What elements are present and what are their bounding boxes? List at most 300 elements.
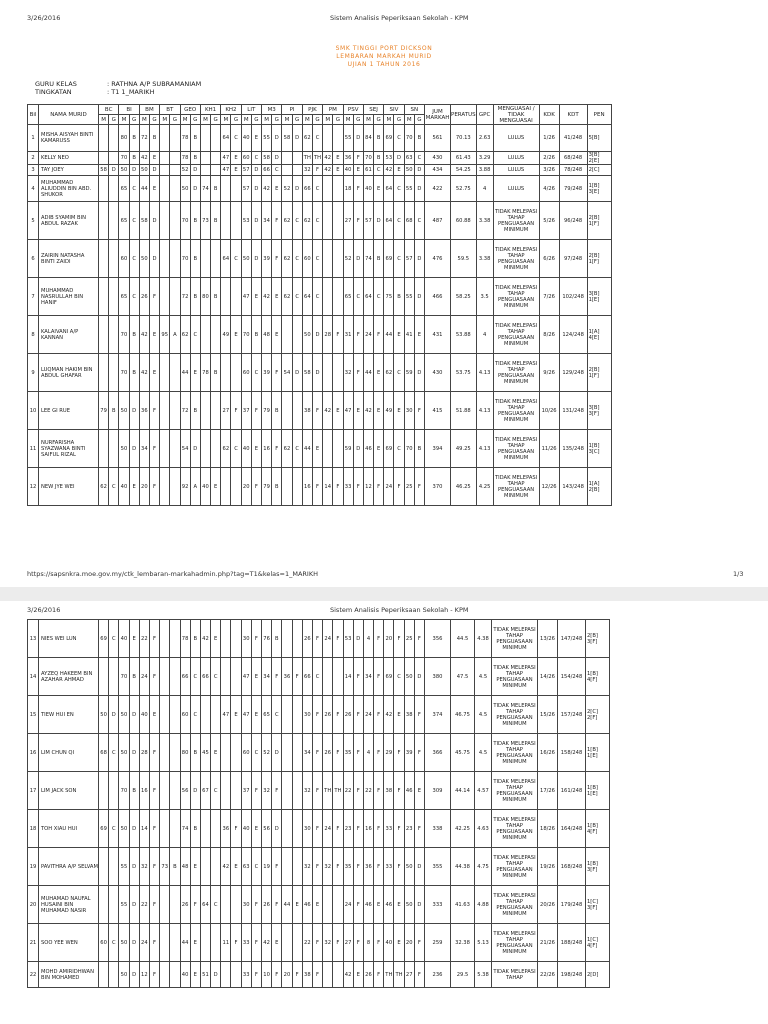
gpc-value: 4.5 [475, 696, 492, 734]
subject-mark: 32 [302, 165, 312, 176]
subject-mark: 80 [119, 125, 129, 152]
student-row [28, 316, 612, 354]
col-header-grade: G [190, 115, 200, 125]
subject-mark: 22 [302, 924, 312, 962]
student-row [28, 354, 612, 392]
subject-mark: 42 [200, 620, 210, 658]
subject-grade: D [414, 240, 424, 278]
subject-grade: C [231, 430, 241, 468]
school-name: SMK TINGGI PORT DICKSON [335, 45, 433, 52]
subject-mark [282, 152, 292, 165]
subject-mark: 50 [119, 734, 129, 772]
subject-mark [282, 392, 292, 430]
student-row [28, 810, 610, 848]
subject-grade: C [129, 176, 139, 202]
student-bil: 1 [28, 125, 39, 152]
subject-mark: 14 [139, 810, 149, 848]
student-bil: 21 [28, 924, 39, 962]
subject-grade [109, 240, 119, 278]
subject-grade: D [414, 278, 424, 316]
subject-mark: 20 [139, 468, 149, 506]
subject-mark [221, 772, 231, 810]
subject-grade [292, 392, 302, 430]
subject-mark: 58 [262, 152, 272, 165]
subject-mark: 42 [343, 962, 353, 988]
col-header-subject: GEO [180, 105, 200, 115]
subject-grade: F [292, 658, 302, 696]
subject-mark: 50 [180, 176, 190, 202]
subject-mark: 57 [404, 240, 414, 278]
subject-grade: D [394, 152, 404, 165]
subject-mark: 34 [139, 430, 149, 468]
subject-mark: 62 [99, 468, 109, 506]
subject-grade: B [190, 278, 200, 316]
col-header-subject: KH1 [200, 105, 220, 115]
subject-grade: F [312, 620, 322, 658]
subject-mark: 16 [363, 810, 373, 848]
subject-grade: D [129, 734, 139, 772]
subject-grade: D [190, 430, 200, 468]
subject-mark [160, 278, 170, 316]
subject-grade: C [272, 696, 282, 734]
subject-mark: 60 [302, 240, 312, 278]
grade-summary: 1[C] 4[F] [586, 924, 610, 962]
mastery-status: TIDAK MELEPASI TAHAP [492, 962, 538, 988]
subject-mark: 16 [262, 430, 272, 468]
class-rank: 16/26 [538, 734, 558, 772]
subject-grade: D [251, 165, 261, 176]
subject-mark: 40 [241, 810, 251, 848]
col-header-subject: SEJ [363, 105, 383, 115]
subject-grade: F [272, 962, 282, 988]
class-rank: 9/26 [539, 354, 559, 392]
subject-mark [200, 848, 210, 886]
subject-grade: E [211, 468, 221, 506]
subject-grade: B [211, 202, 221, 240]
subject-grade: F [251, 392, 261, 430]
subject-mark: 27 [343, 202, 353, 240]
total-marks: 394 [425, 430, 451, 468]
subject-grade: B [190, 240, 200, 278]
subject-grade: E [414, 316, 424, 354]
subject-mark: 64 [363, 278, 373, 316]
subject-mark: 60 [241, 354, 251, 392]
student-bil: 5 [28, 202, 39, 240]
subject-grade [333, 176, 343, 202]
subject-grade: B [190, 810, 200, 848]
subject-grade [109, 125, 119, 152]
subject-grade: E [394, 886, 404, 924]
subject-grade: C [251, 848, 261, 886]
subject-grade: F [394, 734, 404, 772]
subject-mark [323, 354, 333, 392]
subject-mark: 62 [282, 202, 292, 240]
subject-grade: B [190, 152, 200, 165]
subject-grade: F [414, 620, 424, 658]
subject-mark: 40 [343, 165, 353, 176]
grade-summary: 1[B] 3[F] [586, 848, 610, 886]
class-rank: 5/26 [539, 202, 559, 240]
col-header-subject: PSV [343, 105, 363, 115]
subject-grade: E [333, 392, 343, 430]
subject-grade: TH [312, 152, 322, 165]
col-header-subject: SIV [384, 105, 404, 115]
percentage: 29.5 [451, 962, 475, 988]
subject-grade [170, 278, 180, 316]
subject-mark: 27 [404, 962, 414, 988]
subject-mark: 50 [119, 810, 129, 848]
subject-grade: F [374, 962, 384, 988]
student-row [28, 696, 610, 734]
subject-mark: 38 [302, 962, 312, 988]
subject-mark: 38 [302, 392, 312, 430]
subject-mark [221, 202, 231, 240]
subject-grade: D [190, 165, 200, 176]
subject-grade [292, 848, 302, 886]
subject-grade [231, 468, 241, 506]
total-marks: 374 [425, 696, 451, 734]
subject-grade: F [374, 316, 384, 354]
subject-mark [160, 176, 170, 202]
subject-grade [333, 240, 343, 278]
percentage: 61.43 [451, 152, 477, 165]
subject-mark [323, 430, 333, 468]
subject-grade [170, 165, 180, 176]
col-header-subject: KH2 [221, 105, 241, 115]
student-row [28, 176, 612, 202]
subject-mark: 50 [404, 886, 414, 924]
col-header-grade: G [231, 115, 241, 125]
gpc-value: 4.75 [475, 848, 492, 886]
mastery-status: TIDAK MELEPASI TAHAP PENGUASAAN MINIMUM [493, 240, 539, 278]
subject-grade: B [251, 316, 261, 354]
form-rank: 188/248 [558, 924, 586, 962]
student-bil: 8 [28, 316, 39, 354]
col-header-name: NAMA MURID [39, 105, 99, 125]
subject-mark: 80 [200, 278, 210, 316]
subject-mark: 70 [119, 152, 129, 165]
subject-grade: C [251, 354, 261, 392]
subject-grade [211, 392, 221, 430]
subject-grade [211, 848, 221, 886]
subject-grade: E [149, 152, 159, 165]
subject-grade: C [374, 165, 384, 176]
subject-mark [160, 354, 170, 392]
page-gap [0, 587, 768, 601]
subject-grade: E [353, 962, 363, 988]
subject-mark: 35 [343, 848, 353, 886]
col-header-grade: G [292, 115, 302, 125]
subject-grade: C [251, 734, 261, 772]
subject-grade: C [312, 176, 322, 202]
subject-grade: F [394, 620, 404, 658]
subject-grade [211, 165, 221, 176]
student-row [28, 734, 610, 772]
subject-grade: E [374, 886, 384, 924]
subject-grade: E [333, 152, 343, 165]
subject-mark [160, 962, 170, 988]
subject-mark: 75 [384, 278, 394, 316]
col-header-grade: G [353, 115, 363, 125]
subject-grade: F [149, 772, 159, 810]
subject-mark [323, 202, 333, 240]
col-header-mark: M [99, 115, 109, 125]
total-marks: 434 [425, 165, 451, 176]
subject-mark: 38 [384, 772, 394, 810]
subject-mark: 72 [180, 278, 190, 316]
subject-grade: C [292, 202, 302, 240]
subject-mark: 50 [119, 392, 129, 430]
class-rank: 20/26 [538, 886, 558, 924]
subject-grade: E [211, 620, 221, 658]
subject-mark: 53 [343, 620, 353, 658]
grade-summary: 1[B] 1[E] [586, 734, 610, 772]
subject-mark: 32 [302, 772, 312, 810]
subject-grade: F [231, 810, 241, 848]
subject-mark: 50 [119, 430, 129, 468]
subject-grade: C [251, 152, 261, 165]
subject-mark: 41 [404, 316, 414, 354]
subject-mark: 34 [262, 202, 272, 240]
subject-grade: D [353, 620, 363, 658]
subject-mark [282, 468, 292, 506]
col-header-subject: BI [119, 105, 139, 115]
subject-mark [99, 125, 109, 152]
mastery-status: TIDAK MELEPASI TAHAP PENGUASAAN MINIMUM [492, 734, 538, 772]
subject-mark: 70 [119, 772, 129, 810]
subject-mark: 50 [119, 696, 129, 734]
student-bil: 22 [28, 962, 39, 988]
grade-summary: 2[C] [587, 165, 611, 176]
subject-mark: 62 [384, 354, 394, 392]
subject-grade: B [211, 278, 221, 316]
student-row [28, 165, 612, 176]
subject-grade: F [394, 810, 404, 848]
subject-grade: F [312, 696, 322, 734]
subject-mark: 63 [404, 152, 414, 165]
subject-grade: E [190, 962, 200, 988]
subject-grade: E [211, 734, 221, 772]
subject-mark: 45 [200, 734, 210, 772]
teacher-label: GURU KELAS [35, 80, 77, 88]
subject-grade: B [190, 734, 200, 772]
student-name: SOO YEE WEN [39, 924, 99, 962]
col-header-grade: G [374, 115, 384, 125]
subject-mark [160, 734, 170, 772]
col-header-grade: G [394, 115, 404, 125]
col-header-grade: G [170, 115, 180, 125]
subject-grade: F [353, 202, 363, 240]
subject-mark: 57 [241, 176, 251, 202]
student-bil: 19 [28, 848, 39, 886]
student-name: MUHAMAD NAUFAL HUSAINI BIN MUHAMAD NASIR [39, 886, 99, 924]
student-name: PAVITHRA A/P SELVAM [39, 848, 99, 886]
subject-mark: 40 [119, 468, 129, 506]
subject-grade [231, 278, 241, 316]
subject-grade: F [272, 430, 282, 468]
total-marks: 430 [425, 354, 451, 392]
subject-mark: 65 [119, 202, 129, 240]
subject-grade [292, 696, 302, 734]
subject-mark: 10 [262, 962, 272, 988]
percentage: 46.25 [451, 468, 477, 506]
subject-grade: F [414, 392, 424, 430]
subject-grade: D [129, 886, 139, 924]
subject-mark: 66 [302, 658, 312, 696]
percentage: 45.75 [451, 734, 475, 772]
grade-summary: 2[B] 1[F] [587, 354, 611, 392]
subject-mark: 69 [384, 658, 394, 696]
subject-mark [200, 165, 210, 176]
subject-grade: F [414, 924, 424, 962]
subject-grade: D [292, 176, 302, 202]
subject-mark: 92 [180, 468, 190, 506]
subject-grade [292, 734, 302, 772]
subject-grade: C [312, 240, 322, 278]
form-rank: 41/248 [559, 125, 587, 152]
subject-mark: 37 [241, 392, 251, 430]
mastery-status: TIDAK MELEPASI TAHAP PENGUASAAN MINIMUM [492, 658, 538, 696]
subject-mark: 30 [404, 392, 414, 430]
subject-mark: 70 [404, 430, 414, 468]
subject-mark: 46 [404, 772, 414, 810]
subject-mark [323, 125, 333, 152]
total-marks: 430 [425, 152, 451, 165]
subject-grade: F [149, 886, 159, 924]
subject-mark: 55 [404, 176, 414, 202]
subject-grade: F [353, 468, 363, 506]
subject-mark: 48 [262, 316, 272, 354]
subject-grade: F [394, 848, 404, 886]
subject-grade: F [333, 810, 343, 848]
subject-grade [170, 886, 180, 924]
subject-mark [282, 165, 292, 176]
subject-mark: 50 [404, 848, 414, 886]
form-rank: 168/248 [558, 848, 586, 886]
subject-mark: 20 [282, 962, 292, 988]
grade-summary: 1[B] 4[F] [586, 810, 610, 848]
subject-mark: 69 [384, 240, 394, 278]
col-header-gpc: GPC [476, 105, 493, 125]
gpc-value: 4.88 [475, 886, 492, 924]
subject-grade: E [251, 658, 261, 696]
student-name: TAY JOEY [39, 165, 99, 176]
subject-grade: E [129, 620, 139, 658]
total-marks: 355 [425, 848, 451, 886]
subject-mark: 42 [262, 278, 272, 316]
grade-summary: 2[D] [586, 962, 610, 988]
subject-mark [221, 620, 231, 658]
grade-summary: 3[B] 1[E] [587, 278, 611, 316]
subject-grade [109, 848, 119, 886]
subject-grade: C [129, 202, 139, 240]
subject-mark: 70 [119, 316, 129, 354]
col-header-subject: BT [160, 105, 180, 115]
percentage: 53.88 [451, 316, 477, 354]
class-rank: 2/26 [539, 152, 559, 165]
subject-mark: 26 [323, 696, 333, 734]
subject-grade [231, 202, 241, 240]
student-bil: 18 [28, 810, 39, 848]
subject-mark: 74 [363, 240, 373, 278]
subject-grade: D [292, 125, 302, 152]
subject-grade [211, 696, 221, 734]
subject-grade: F [374, 848, 384, 886]
subject-grade: C [394, 125, 404, 152]
subject-grade: F [414, 696, 424, 734]
subject-mark: 47 [221, 165, 231, 176]
footer-url[interactable]: https://sapsnkra.moe.gov.my/ctk_lembaran-markahadmin.php?tag=T1&kelas=1_MARIKH [27, 570, 318, 578]
subject-mark: 42 [139, 316, 149, 354]
subject-mark: 40 [119, 620, 129, 658]
grade-summary: 2[B] 1[F] [587, 240, 611, 278]
subject-grade: F [353, 696, 363, 734]
class-rank: 21/26 [538, 924, 558, 962]
percentage: 41.63 [451, 886, 475, 924]
subject-grade: F [374, 734, 384, 772]
col-header-grade: G [129, 115, 139, 125]
subject-mark: 50 [99, 696, 109, 734]
subject-mark: 63 [241, 848, 251, 886]
subject-grade: E [190, 354, 200, 392]
total-marks: 356 [425, 620, 451, 658]
subject-mark: 44 [363, 354, 373, 392]
col-header-subject: BC [99, 105, 119, 115]
student-bil: 20 [28, 886, 39, 924]
subject-mark: 34 [302, 734, 312, 772]
col-header-grade: G [251, 115, 261, 125]
subject-grade: F [374, 696, 384, 734]
col-header-jum: JUM MARKAH [425, 105, 451, 125]
subject-grade [170, 772, 180, 810]
subject-grade: F [231, 392, 241, 430]
subject-mark: 12 [363, 468, 373, 506]
subject-grade: D [353, 430, 363, 468]
total-marks: 309 [425, 772, 451, 810]
subject-grade [170, 240, 180, 278]
subject-mark [160, 886, 170, 924]
subject-mark: 33 [384, 810, 394, 848]
gpc-value: 4 [476, 176, 493, 202]
subject-grade: C [109, 810, 119, 848]
subject-grade: C [109, 924, 119, 962]
form-rank: 79/248 [559, 176, 587, 202]
subject-mark: 24 [139, 658, 149, 696]
student-name: AYZEQ HAKEEM BIN AZAHAR AHMAD [39, 658, 99, 696]
subject-mark [160, 696, 170, 734]
subject-grade: C [312, 278, 322, 316]
student-row [28, 620, 610, 658]
student-row [28, 392, 612, 430]
subject-grade: B [129, 354, 139, 392]
marks-table-page-1 [27, 104, 612, 506]
subject-grade: E [394, 696, 404, 734]
subject-mark: 61 [363, 165, 373, 176]
subject-grade: F [312, 772, 322, 810]
subject-grade: D [129, 430, 139, 468]
subject-grade: D [251, 176, 261, 202]
subject-grade [170, 354, 180, 392]
subject-grade: D [414, 658, 424, 696]
subject-mark [99, 886, 109, 924]
subject-mark [323, 962, 333, 988]
student-row [28, 962, 610, 988]
subject-mark: 40 [200, 468, 210, 506]
subject-mark: 39 [404, 734, 414, 772]
mastery-status: TIDAK MELEPASI TAHAP PENGUASAAN MINIMUM [492, 696, 538, 734]
subject-grade: E [394, 924, 404, 962]
subject-grade: C [394, 240, 404, 278]
